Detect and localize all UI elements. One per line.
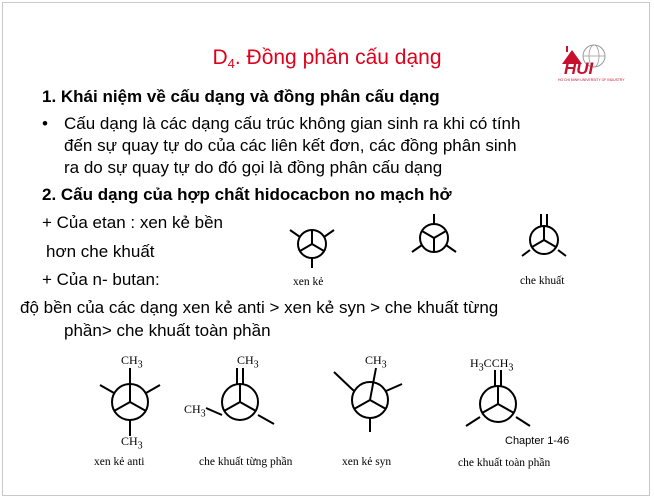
partial-ch3-top: $CH_3$ xyxy=(237,353,259,371)
syn-ch3-top: $CH_3$ xyxy=(365,353,387,371)
ethane-line-1: + Của etan : xen kẻ bền xyxy=(42,213,223,232)
partial-ch3-left: $CH_3$ xyxy=(184,402,206,420)
logo-text: HUI xyxy=(564,59,594,78)
stability-line-1: độ bền của các dạng xen kẻ anti > xen kẻ syn > che khuất từng xyxy=(20,298,499,317)
definition-line-3: ra do sự quay tự do đó gọi là đồng phân cấu dạng xyxy=(64,158,443,177)
full-h3c-ch3-top: $H_3CCH_3$ xyxy=(470,356,514,374)
butane-syn-newman xyxy=(330,360,410,436)
chapter-footer: Chapter 1-46 xyxy=(505,435,570,447)
hui-logo xyxy=(552,42,625,84)
butane-anti-label: xen kẻ anti xyxy=(94,456,145,468)
section1-heading: 1. Khái niệm về cấu dạng và đồng phân cấu dạng xyxy=(42,87,440,106)
bullet-mark: • xyxy=(42,114,48,133)
butane-partial-eclipsed-newman xyxy=(200,364,280,436)
butane-anti-newman xyxy=(90,366,170,438)
ethane-line-2: hơn che khuất xyxy=(46,242,155,261)
butane-full-label: che khuất toàn phần xyxy=(458,457,551,469)
definition-line-2: đến sự quay tự do của các liên kết đơn, các đồng phân sinh xyxy=(64,136,517,155)
butane-partial-label: che khuất từng phần xyxy=(199,456,293,468)
anti-ch3-bottom: $CH_3$ xyxy=(121,434,143,452)
anti-ch3-top: $CH_3$ xyxy=(121,353,143,371)
ethane-eclipsed-newman xyxy=(516,206,572,270)
ethane-eclipsed-label: che khuất xyxy=(520,275,565,287)
butane-syn-label: xen kẻ syn xyxy=(342,456,392,468)
ethane-staggered-newman-rotated xyxy=(406,210,462,266)
butane-full-eclipsed-newman xyxy=(458,366,538,438)
ethane-staggered-label: xen kẻ xyxy=(293,276,324,288)
section2-heading: 2. Cấu dạng của hợp chất hidocacbon no mạch hở xyxy=(42,185,452,204)
butane-line: + Của n- butan: xyxy=(42,270,160,289)
slide-title: $D_4$. Đồng phân cấu dạng xyxy=(212,46,442,71)
definition-line-1: Cấu dạng là các dạng cấu trúc không gian sinh ra khi có tính xyxy=(64,114,521,133)
ethane-staggered-newman xyxy=(284,218,340,274)
logo-caption: HO CHI MINH UNIVERSITY OF INDUSTRY xyxy=(558,78,625,82)
stability-line-2: phần> che khuất toàn phần xyxy=(64,321,271,340)
